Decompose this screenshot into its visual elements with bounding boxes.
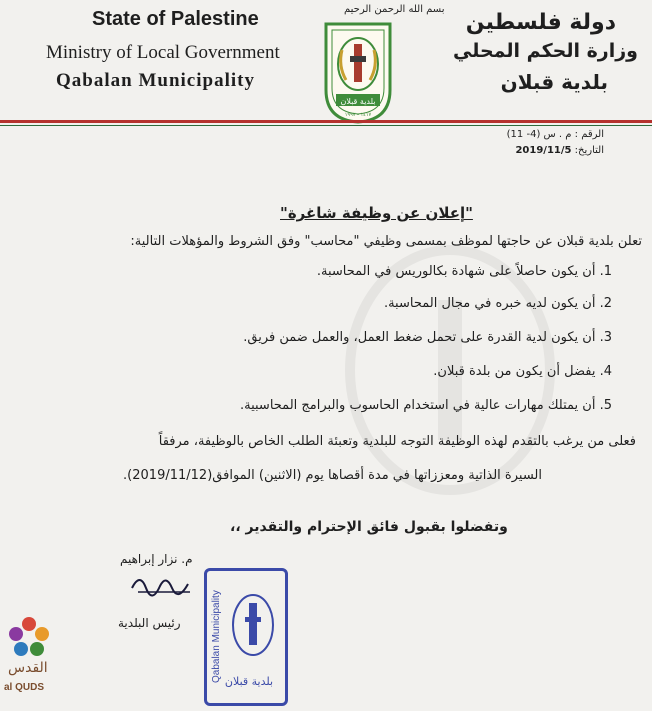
al-quds-english: al QUDS [4,682,45,693]
logo-years: ١٤١٧ - ١٩٩٧ [344,112,372,118]
official-stamp [204,568,288,706]
stamp-text: Qabalan Municipality [211,590,222,683]
header-divider-red [0,120,652,123]
header-ar-municipality: بلدية قبلان [500,70,608,94]
reference-number [507,129,604,140]
closing-line: وتفضلوا بقبول فائق الإحترام والتقدير ،، [230,519,508,535]
ref-label: الرقم : م . س [543,129,604,140]
stamp-caption: بلدية قبلان [224,675,274,688]
requirement-item-1: 1. أن يكون حاصلاً على شهادة بكالوريس في المحاسبة. [316,264,612,279]
signer-title: رئيس البلدية [118,616,181,630]
application-paragraph-line1: فعلى من يرغب بالتقدم لهذه الوظيفة التوجه للبلدية وتعبئة الطلب الخاص بالوظيفة، مرفقاً [158,434,636,449]
bismillah: بسم الله الرحمن الرحيم [344,4,445,15]
logo-caption: بلدية قبلان [340,97,376,106]
stamp-emblem [213,577,279,697]
header-en-ministry: Ministry of Local Government [46,42,280,63]
application-paragraph-line2: السيرة الذاتية ومعززاتها في مدة أقصاها يوم (الاثنين) الموافق(2019/11/12). [123,468,542,483]
letter-intro: تعلن بلدية قبلان عن حاجتها لموظف بمسمى وظيفي "محاسب" وفق الشروط والمؤهلات التالية: [130,234,642,249]
header-ar-ministry: وزارة الحكم المحلي [453,40,638,62]
header-ar-state: دولة فلسطين [465,10,616,35]
signer-name: م. نزار إبراهيم [120,552,193,566]
requirement-item-2: 2. أن يكون لديه خبره في مجال المحاسبة. [383,296,612,311]
ref-value: (4- 11) [506,129,541,140]
handwritten-signature [128,566,198,600]
al-quds-logo [6,614,52,660]
header-divider-green [0,125,652,126]
letter-date [515,145,604,156]
requirement-item-5: 5. أن يمتلك مهارات عالية في استخدام الحاسوب والبرامج المحاسبية. [239,398,612,413]
requirement-item-4: 4. يفضل أن يكون من بلدة قبلان. [433,364,612,379]
al-quds-arabic: القدس [8,660,48,676]
requirement-item-3: 3. أن يكون لدية القدرة على تحمل ضغط العمل، والعمل ضمن فريق. [243,330,612,345]
header-en-state: State of Palestine [92,8,259,30]
municipality-logo [320,20,396,124]
letter-title: "إعلان عن وظيفة شاغرة" [280,204,473,222]
date-value: 2019/11/5 [515,145,572,156]
date-label: التاريخ: [574,145,604,156]
header-en-municipality: Qabalan Municipality [56,70,255,91]
